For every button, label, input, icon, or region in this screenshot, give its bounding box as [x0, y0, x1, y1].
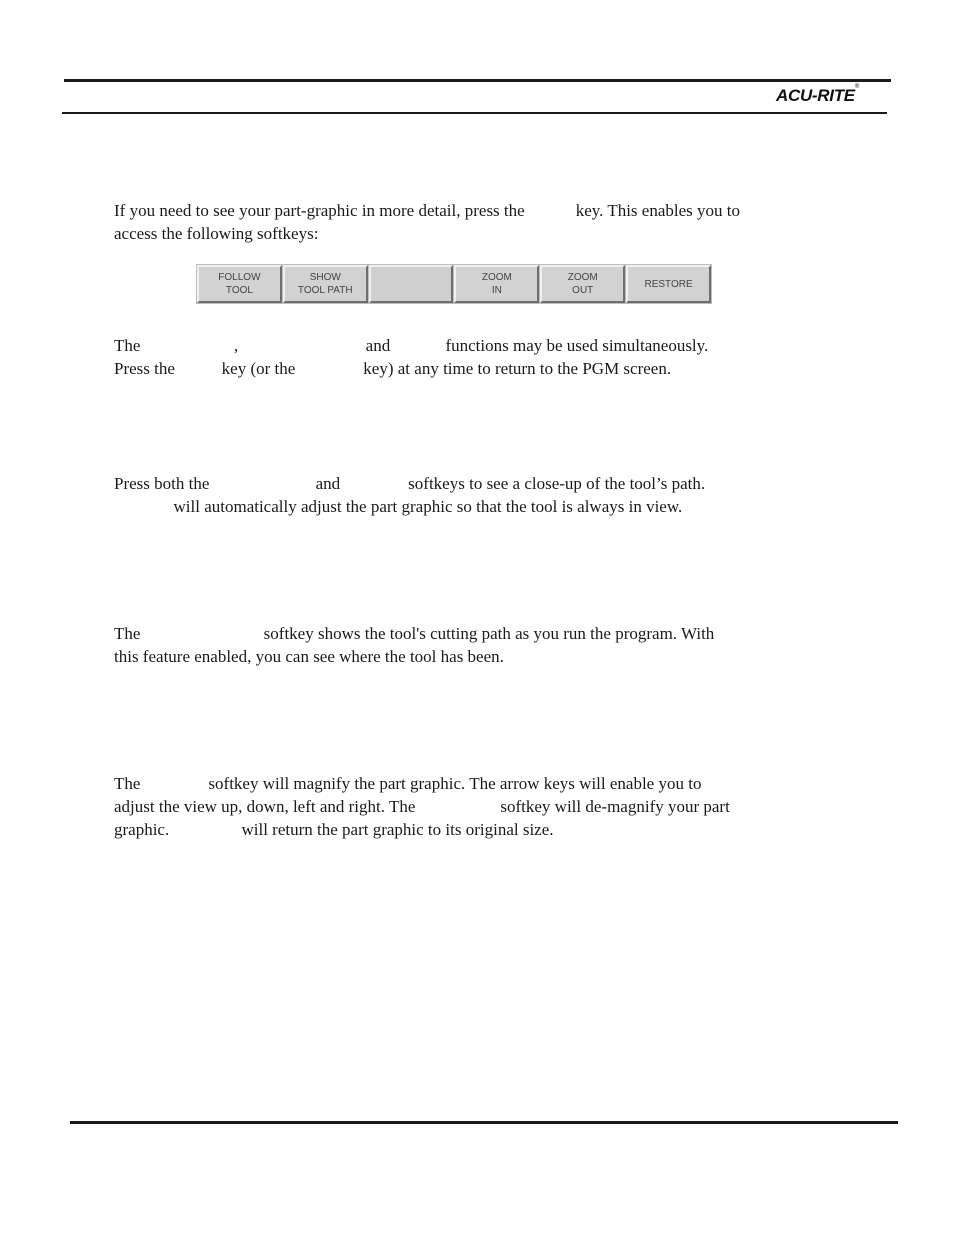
follow-tool-line-2: will automatically adjust the part graphic so that the tool is always in view.: [114, 497, 683, 516]
restore-softkey: [626, 265, 711, 303]
softkey-label-line1: ZOOM: [481, 272, 512, 283]
zoom-line-2: adjust the view up, down, left and right. The softkey will de-magnify your part: [114, 797, 730, 816]
simultaneous-paragraph: [114, 334, 814, 380]
softkey-label-line2: OUT: [572, 285, 594, 296]
intro-paragraph: [114, 199, 814, 245]
softkey-label-line2: TOOL: [225, 285, 253, 296]
show-tool-path-paragraph: [114, 622, 814, 668]
zoom-paragraph: [114, 772, 814, 841]
intro-line-2: access the following softkeys:: [114, 224, 319, 243]
zoom-out-softkey: [540, 265, 625, 303]
softkey-label-line2: TOOL PATH: [297, 285, 353, 296]
softkey-label-line1: FOLLOW: [218, 272, 261, 283]
intro-line-1: If you need to see your part-graphic in more detail, press the key. This enables you to: [114, 201, 740, 220]
footer-rule: [70, 1121, 898, 1124]
softkey-label-line1: ZOOM: [567, 272, 598, 283]
zoom-in-softkey: [454, 265, 539, 303]
acu-rite-logo: [776, 86, 859, 106]
simultaneous-line-2: Press the key (or the key) at any time to return to the PGM screen.: [114, 359, 672, 378]
softkey-label-line1: RESTORE: [644, 278, 693, 290]
follow-tool-paragraph: [114, 472, 814, 518]
softkey-label-line2: IN: [491, 285, 502, 296]
follow-tool-line-1: Press both the and softkeys to see a close-up of the tool’s path.: [114, 474, 706, 493]
simultaneous-line-1: The , and functions may be used simultaneously.: [114, 336, 709, 355]
registered-mark: ®: [854, 84, 859, 90]
header-rule-top: [64, 79, 891, 82]
show-tool-path-line-2: this feature enabled, you can see where the tool has been.: [114, 647, 504, 666]
header-rule-bottom: [62, 112, 887, 114]
blank-softkey: [369, 265, 454, 303]
logo-text: ACU-RITE: [776, 86, 855, 105]
zoom-line-3: graphic. will return the part graphic to its original size.: [114, 820, 554, 839]
show-tool-path-softkey: [283, 265, 368, 303]
softkey-bar: [196, 264, 712, 304]
zoom-line-1: The softkey will magnify the part graphic. The arrow keys will enable you to: [114, 774, 702, 793]
follow-tool-softkey: [197, 265, 282, 303]
softkey-label-line1: SHOW: [309, 272, 341, 283]
show-tool-path-line-1: The softkey shows the tool's cutting path as you run the program. With: [114, 624, 715, 643]
